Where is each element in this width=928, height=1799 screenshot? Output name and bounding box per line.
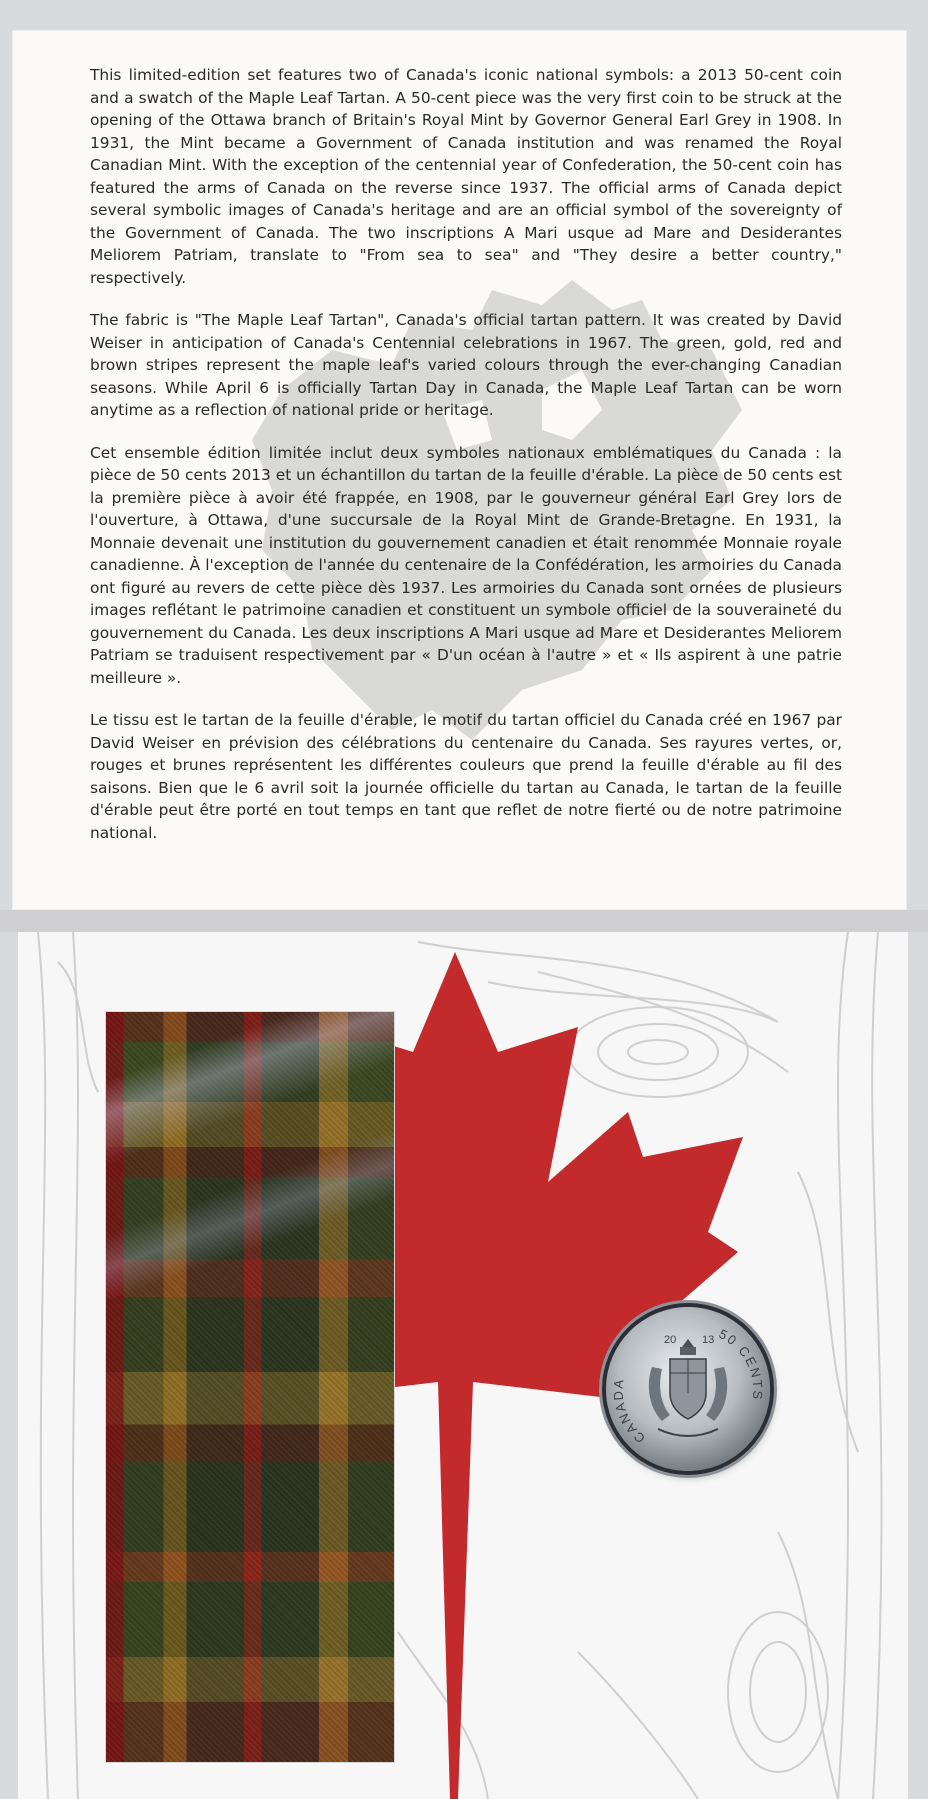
paragraph-en-tartan: The fabric is "The Maple Leaf Tartan", Canada's official tartan pattern. It was created by David Weiser in anticipation of Canada's Centennial celebrations in 1967. The green, gold, red and brown stripes represent the maple leaf's varied colours through the ever-changing Canadian seasons. While April 6 is officially Tartan Day in Canada, the Maple Leaf Tartan can be worn anytime as a reflection of national pride or heritage. [90, 311, 842, 419]
paragraph-fr-coin: Cet ensemble édition limitée inclut deux symboles nationaux emblématiques du Canada : la pièce de 50 cents 2013 et un échantillon du tartan de la feuille d'érable. La pièce de 50 cents est la première pièce à avoir été frappée, en 1908, par le gouverneur général Earl Grey lors de l'ouverture, à Ottawa, d'une succursale de la Royal Mint de Grande-Bretagne. En 1931, la Monnaie devenait une institution du gouvernement canadien et était renommée Monnaie royale canadienne. À l'exception de l'année du centenaire de la Confédération, les armoiries du Canada ont figuré au revers de cette pièce dès 1937. Les armoiries du Canada sont ornées de plusieurs images reflétant le patrimoine canadien et constituent un symbole officiel de la souveraineté du gouvernement du Canada. Les deux inscriptions A Mari usque ad Mare et Desiderantes Meliorem Patriam se traduisent respectivement par « D'un océan à l'autre » et « Ils aspirent à une patrie meilleure ». [90, 443, 842, 687]
paragraph-en-coin: This limited-edition set features two of Canada's iconic national symbols: a 2013 50-cent coin and a swatch of the Maple Leaf Tartan. A 50-cent piece was the very first coin to be struck at the opening of the Ottawa branch of Britain's Royal Mint by Governor General Earl Grey in 1908. In 1931, the Mint became a Government of Canada institution and was renamed the Royal Canadian Mint. With the exception of the centennial year of Confederation, the 50-cent coin has featured the arms of Canada on the reverse since 1937. The official arms of Canada depict several symbolic images of Canada's heritage and are an official symbol of the sovereignty of the Government of Canada. The two inscriptions A Mari usque ad Mare and Desiderantes Meliorem Patriam, translate to "From sea to sea" and "They desire a better country," respectively. [90, 66, 842, 287]
coin-year-left: 20 [664, 1334, 677, 1346]
coin-arms-of-canada-icon [606, 1307, 770, 1471]
display-card [18, 932, 908, 1799]
fold-divider [0, 910, 928, 932]
description-card [12, 30, 907, 911]
fifty-cent-coin [606, 1307, 770, 1471]
description-text [90, 64, 842, 864]
plastic-reflection [106, 1012, 394, 1762]
coin-inscription-left: CANADA [610, 1376, 648, 1447]
paragraph-fr-tartan: Le tissu est le tartan de la feuille d'érable, le motif du tartan officiel du Canada créé en 1967 par David Weiser en prévision des célébrations du centenaire du Canada. Ses rayures vertes, or, rouges et brunes représentent les différentes couleurs que prend la feuille d'érable au fil des saisons. Bien que le 6 avril soit la journée officielle du tartan au Canada, le tartan de la feuille d'érable peut être porté en tout temps en tant que reflet de notre fierté ou de notre patrimoine national. [90, 711, 842, 842]
coin-year-right: 13 [702, 1334, 715, 1346]
coin-inscription-right: 50 CENTS [716, 1326, 766, 1402]
svg-text:CANADA [610, 1377, 648, 1446]
